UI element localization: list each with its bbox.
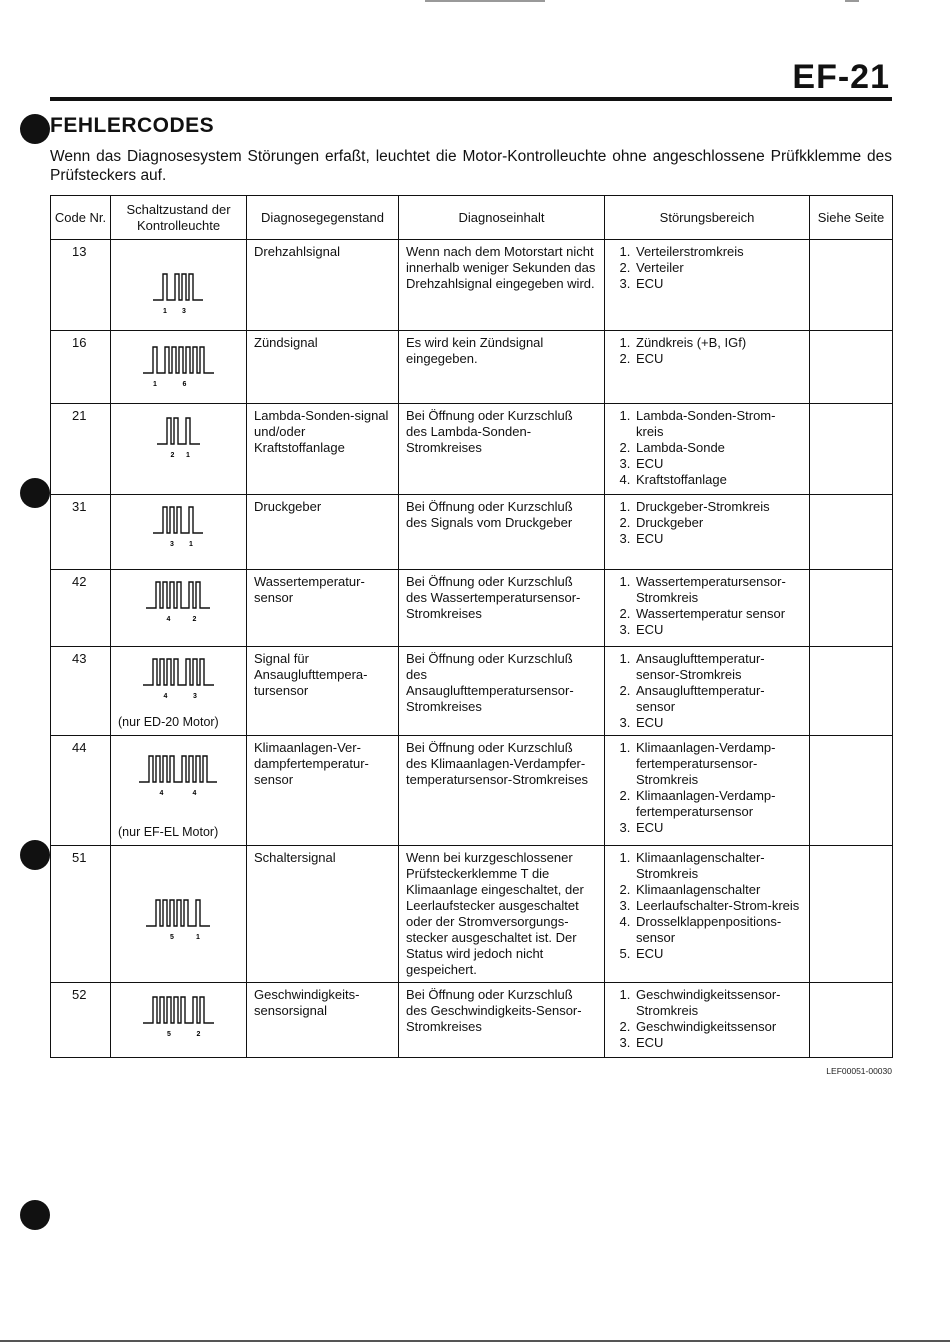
fault-area-list: [612, 499, 802, 547]
short-blink-count: 2: [196, 1031, 201, 1038]
fault-code-table: [50, 195, 893, 1058]
table-row: [51, 846, 893, 983]
blink-waveform: [143, 347, 214, 373]
blink-pattern-diagram: [157, 412, 200, 460]
fault-area-item: 3. ECU: [634, 622, 802, 638]
fault-area-item: 1. Ansauglufttemperatur-sensor-Stromkreis: [634, 651, 802, 683]
see-page: [810, 736, 893, 846]
binder-hole-icon: [20, 478, 50, 508]
diagnosis-content: Wenn bei kurzgeschlossener Prüfsteckerklemme T die Klimaanlage eingeschaltet, der Leerlaufstecker ausgeschaltet oder der Stromversorgungs-stecker ausgeschaltet ist. Der Status wird jedoch nicht gespeichert.: [399, 846, 605, 983]
fault-area-item: 2. Klimaanlagenschalter: [634, 882, 802, 898]
document-reference: LEF00051-00030: [826, 1066, 892, 1076]
fault-area-cell: [605, 736, 810, 846]
header-code: Code Nr.: [51, 196, 111, 240]
fault-area-item: 2. Verteiler: [634, 260, 802, 276]
fault-area-cell: [605, 570, 810, 647]
blink-pattern-diagram: [153, 268, 203, 316]
code-number: 43: [51, 647, 111, 736]
fault-area-item: 2. Klimaanlagen-Verdamp-fertemperatursensor: [634, 788, 802, 820]
diagnosis-item: Geschwindigkeits-sensorsignal: [247, 983, 399, 1058]
engine-note: (nur ED-20 Motor): [118, 715, 219, 729]
diagnosis-content: Bei Öffnung oder Kurzschluß des Signals vom Druckgeber: [399, 495, 605, 570]
blink-pattern-diagram: [146, 576, 210, 624]
lamp-state-cell: [111, 846, 247, 983]
diagnosis-item: Schaltersignal: [247, 846, 399, 983]
page-code: EF-21: [792, 58, 890, 96]
fault-area-cell: [605, 240, 810, 331]
header-see-page: Siehe Seite: [810, 196, 893, 240]
fault-area-item: 3. ECU: [634, 820, 802, 836]
lamp-state-cell: [111, 404, 247, 495]
fault-area-cell: [605, 846, 810, 983]
diagnosis-item: Zündsignal: [247, 331, 399, 404]
table-row: [51, 647, 893, 736]
fault-area-item: 3. ECU: [634, 276, 802, 292]
binder-hole-icon: [20, 840, 50, 870]
diagnosis-item: Lambda-Sonden-signal und/oder Kraftstoffanlage: [247, 404, 399, 495]
fault-area-item: 3. ECU: [634, 456, 802, 472]
see-page: [810, 846, 893, 983]
binder-hole-icon: [20, 114, 50, 144]
long-blink-count: 1: [153, 381, 157, 388]
code-number: 21: [51, 404, 111, 495]
blink-pattern-diagram: [143, 991, 214, 1039]
long-blink-count: 2: [170, 452, 175, 459]
diagnosis-item: Klimaanlagen-Ver-dampfertemperatur-sensor: [247, 736, 399, 846]
fault-area-list: [612, 574, 802, 638]
fault-area-cell: [605, 983, 810, 1058]
table-row: [51, 570, 893, 647]
short-blink-count: 6: [182, 381, 187, 388]
blink-pattern-diagram: [153, 501, 203, 549]
engine-note: (nur EF-EL Motor): [118, 825, 219, 839]
diagnosis-content: Bei Öffnung oder Kurzschluß des Wassertemperatursensor-Stromkreises: [399, 570, 605, 647]
fault-area-item: 2. Geschwindigkeitssensor: [634, 1019, 802, 1035]
fault-area-list: [612, 740, 802, 836]
diagnosis-item: Drehzahlsignal: [247, 240, 399, 331]
code-number: 16: [51, 331, 111, 404]
long-blink-count: 1: [163, 308, 167, 315]
fault-area-cell: [605, 647, 810, 736]
bottom-rule: [0, 1340, 950, 1342]
diagnosis-content: Bei Öffnung oder Kurzschluß des Klimaanlagen-Verdampfer-temperatursensor-Stromkreises: [399, 736, 605, 846]
fault-area-cell: [605, 495, 810, 570]
code-number: 31: [51, 495, 111, 570]
blink-waveform: [143, 997, 214, 1023]
fault-area-list: [612, 408, 802, 488]
fault-area-item: 2. Ansauglufttemperatur-sensor: [634, 683, 802, 715]
intro-text: Wenn das Diagnosesystem Störungen erfaßt, leuchtet die Motor-Kontrolleuchte ohne angeschlossene Prüfkklemme des Prüfsteckers auf.: [50, 148, 892, 184]
fault-area-item: 1. Lambda-Sonden-Strom-kreis: [634, 408, 802, 440]
long-blink-count: 4: [159, 790, 164, 797]
fault-area-list: [612, 850, 802, 962]
scan-mark: [425, 0, 545, 4]
table-row: [51, 736, 893, 846]
diagnosis-content: Bei Öffnung oder Kurzschluß des Lambda-Sonden-Stromkreises: [399, 404, 605, 495]
lamp-state-cell: [111, 736, 247, 846]
blink-waveform: [157, 418, 200, 444]
blink-waveform: [153, 274, 203, 300]
fault-area-list: [612, 987, 802, 1051]
fault-area-item: 3. ECU: [634, 715, 802, 731]
see-page: [810, 647, 893, 736]
lamp-state-cell: [111, 331, 247, 404]
diagnosis-item: Druckgeber: [247, 495, 399, 570]
long-blink-count: 5: [170, 934, 174, 941]
fault-area-item: 2. Druckgeber: [634, 515, 802, 531]
blink-pattern-diagram: [139, 750, 217, 798]
table-row: [51, 983, 893, 1058]
blink-waveform: [146, 582, 210, 608]
blink-waveform: [139, 756, 217, 782]
fault-area-cell: [605, 404, 810, 495]
fault-area-item: 4. Kraftstoffanlage: [634, 472, 802, 488]
fault-area-item: 1. Klimaanlagenschalter-Stromkreis: [634, 850, 802, 882]
fault-area-item: 3. ECU: [634, 531, 802, 547]
header-lamp-state: Schaltzustand der Kontrolleuchte: [111, 196, 247, 240]
diagnosis-content: Bei Öffnung oder Kurzschluß des Ansauglufttemperatursensor-Stromkreises: [399, 647, 605, 736]
see-page: [810, 404, 893, 495]
code-number: 13: [51, 240, 111, 331]
fault-area-item: 2. ECU: [634, 351, 802, 367]
fault-area-item: 1. Verteilerstromkreis: [634, 244, 802, 260]
blink-waveform: [143, 659, 214, 685]
section-title: FEHLERCODES: [50, 114, 215, 137]
table-row: [51, 495, 893, 570]
short-blink-count: 1: [186, 452, 190, 459]
short-blink-count: 1: [196, 934, 200, 941]
long-blink-count: 5: [167, 1031, 171, 1038]
fault-area-item: 1. Geschwindigkeitssensor-Stromkreis: [634, 987, 802, 1019]
table-row: [51, 331, 893, 404]
see-page: [810, 331, 893, 404]
diagnosis-content: Bei Öffnung oder Kurzschluß des Geschwindigkeits-Sensor-Stromkreises: [399, 983, 605, 1058]
fault-area-list: [612, 244, 802, 292]
code-number: 42: [51, 570, 111, 647]
blink-pattern-diagram: [143, 341, 214, 389]
fault-area-item: 4. Drosselklappenpositions-sensor: [634, 914, 802, 946]
lamp-state-cell: [111, 240, 247, 331]
short-blink-count: 3: [182, 308, 186, 315]
fault-area-item: 1. Wassertemperatursensor-Stromkreis: [634, 574, 802, 606]
table-row: [51, 240, 893, 331]
code-number: 51: [51, 846, 111, 983]
code-number: 52: [51, 983, 111, 1058]
fault-area-item: 5. ECU: [634, 946, 802, 962]
diagnosis-item: Wassertemperatur-sensor: [247, 570, 399, 647]
short-blink-count: 3: [193, 693, 197, 700]
long-blink-count: 3: [170, 541, 174, 548]
table-row: [51, 404, 893, 495]
header-rule: [50, 97, 892, 101]
fault-area-cell: [605, 331, 810, 404]
fault-area-item: 2. Lambda-Sonde: [634, 440, 802, 456]
short-blink-count: 4: [192, 790, 197, 797]
header-content: Diagnoseinhalt: [399, 196, 605, 240]
blink-waveform: [153, 507, 203, 533]
header-area: Störungsbereich: [605, 196, 810, 240]
lamp-state-cell: [111, 983, 247, 1058]
fault-area-list: [612, 335, 802, 367]
see-page: [810, 570, 893, 647]
fault-area-item: 1. Druckgeber-Stromkreis: [634, 499, 802, 515]
fault-area-item: 3. Leerlaufschalter-Strom-kreis: [634, 898, 802, 914]
see-page: [810, 983, 893, 1058]
short-blink-count: 2: [192, 616, 197, 623]
lamp-state-cell: [111, 647, 247, 736]
fault-area-list: [612, 651, 802, 731]
fault-area-item: 3. ECU: [634, 1035, 802, 1051]
blink-pattern-diagram: [143, 653, 214, 701]
scan-mark: [845, 0, 859, 4]
blink-waveform: [146, 900, 210, 926]
binder-hole-icon: [20, 1200, 50, 1230]
lamp-state-cell: [111, 570, 247, 647]
long-blink-count: 4: [163, 693, 168, 700]
see-page: [810, 240, 893, 331]
header-item: Diagnosegegenstand: [247, 196, 399, 240]
code-number: 44: [51, 736, 111, 846]
diagnosis-content: Wenn nach dem Motorstart nicht innerhalb weniger Sekunden das Drehzahlsignal eingegeben wird.: [399, 240, 605, 331]
fault-area-item: 1. Zündkreis (+B, IGf): [634, 335, 802, 351]
see-page: [810, 495, 893, 570]
short-blink-count: 1: [189, 541, 193, 548]
diagnosis-item: Signal für Ansauglufttempera-tursensor: [247, 647, 399, 736]
long-blink-count: 4: [166, 616, 171, 623]
blink-pattern-diagram: [146, 894, 210, 942]
table-header-row: [51, 196, 893, 240]
lamp-state-cell: [111, 495, 247, 570]
fault-area-item: 1. Klimaanlagen-Verdamp-fertemperatursensor-Stromkreis: [634, 740, 802, 788]
diagnosis-content: Es wird kein Zündsignal eingegeben.: [399, 331, 605, 404]
fault-area-item: 2. Wassertemperatur sensor: [634, 606, 802, 622]
